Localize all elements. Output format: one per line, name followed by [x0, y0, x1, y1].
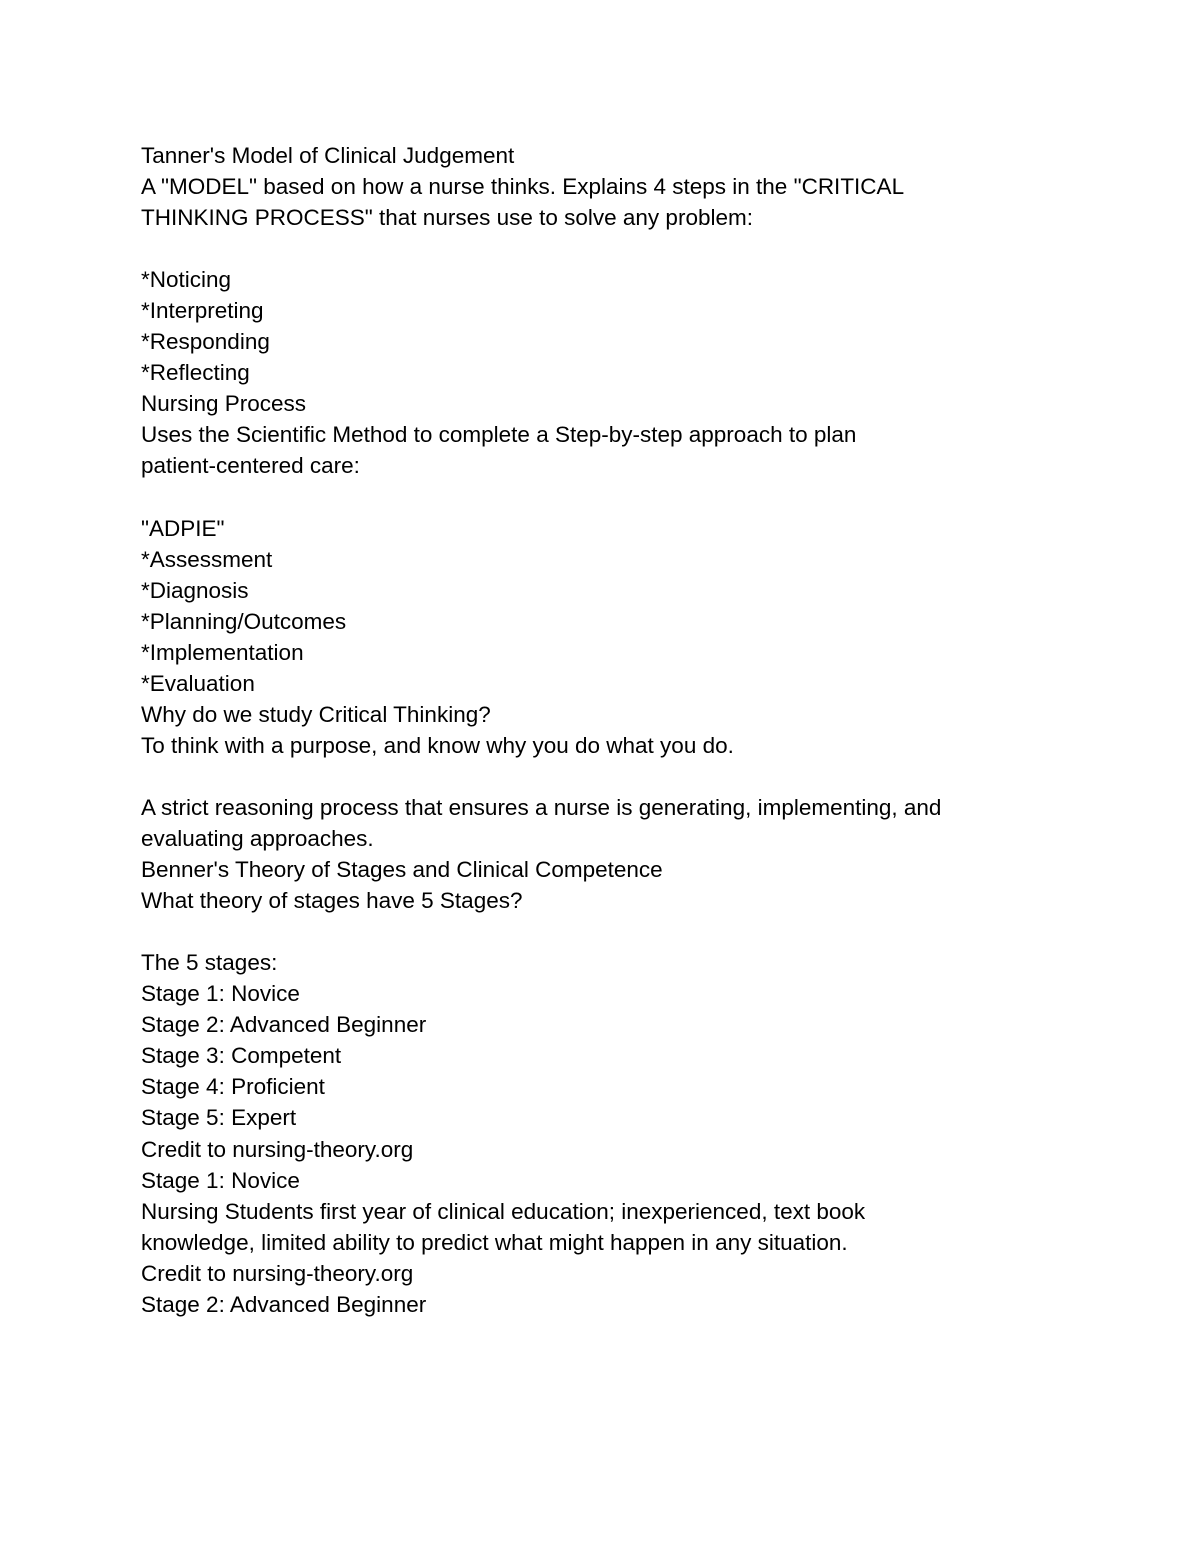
- list-item-noticing: *Noticing: [141, 267, 232, 293]
- list-item-implementation: *Implementation: [141, 639, 304, 665]
- text-line: Uses the Scientific Method to complete a Step-by-step approach to plan: [141, 422, 857, 448]
- text-adpie: "ADPIE": [141, 515, 225, 541]
- blank-line: [141, 916, 1081, 947]
- question-theory-stages: What theory of stages have 5 Stages?: [141, 888, 523, 914]
- list-item-evaluation: *Evaluation: [141, 670, 255, 696]
- text-line: patient-centered care:: [141, 453, 360, 479]
- list-item-stage-2: Stage 2: Advanced Beginner: [141, 1012, 427, 1038]
- heading-stage-2: Stage 2: Advanced Beginner: [141, 1291, 427, 1317]
- list-item-stage-3: Stage 3: Competent: [141, 1043, 342, 1069]
- heading-nursing-process: Nursing Process: [141, 391, 307, 417]
- heading-tanners-model: Tanner's Model of Clinical Judgement: [141, 143, 515, 168]
- list-item-planning: *Planning/Outcomes: [141, 608, 347, 634]
- credit-line: Credit to nursing-theory.org: [141, 1136, 414, 1162]
- blank-line: [141, 233, 1081, 264]
- text-line: Nursing Students first year of clinical education; inexperienced, text book: [141, 1198, 866, 1224]
- list-item-diagnosis: *Diagnosis: [141, 577, 249, 603]
- text-line: THINKING PROCESS" that nurses use to solve any problem:: [141, 205, 753, 231]
- blank-line: [141, 761, 1081, 792]
- text-line: To think with a purpose, and know why you do what you do.: [141, 732, 734, 758]
- question-critical-thinking: Why do we study Critical Thinking?: [141, 701, 491, 727]
- list-item-stage-1: Stage 1: Novice: [141, 981, 300, 1007]
- text-line: The 5 stages:: [141, 950, 278, 976]
- text-line: evaluating approaches.: [141, 826, 374, 852]
- text-line: knowledge, limited ability to predict what might happen in any situation.: [141, 1229, 848, 1255]
- list-item-responding: *Responding: [141, 329, 270, 355]
- list-item-interpreting: *Interpreting: [141, 298, 264, 324]
- list-item-reflecting: *Reflecting: [141, 360, 250, 386]
- text-line: A strict reasoning process that ensures a nurse is generating, implementing, and: [141, 794, 942, 820]
- list-item-stage-5: Stage 5: Expert: [141, 1105, 297, 1131]
- list-item-stage-4: Stage 4: Proficient: [141, 1074, 325, 1100]
- document-body: [141, 140, 1081, 1320]
- text-line: A "MODEL" based on how a nurse thinks. Explains 4 steps in the "CRITICAL: [141, 174, 905, 200]
- list-item-assessment: *Assessment: [141, 546, 273, 572]
- blank-line: [141, 482, 1081, 513]
- credit-line: Credit to nursing-theory.org: [141, 1260, 414, 1286]
- heading-stage-1: Stage 1: Novice: [141, 1167, 300, 1193]
- heading-benners-theory: Benner's Theory of Stages and Clinical Competence: [141, 857, 663, 883]
